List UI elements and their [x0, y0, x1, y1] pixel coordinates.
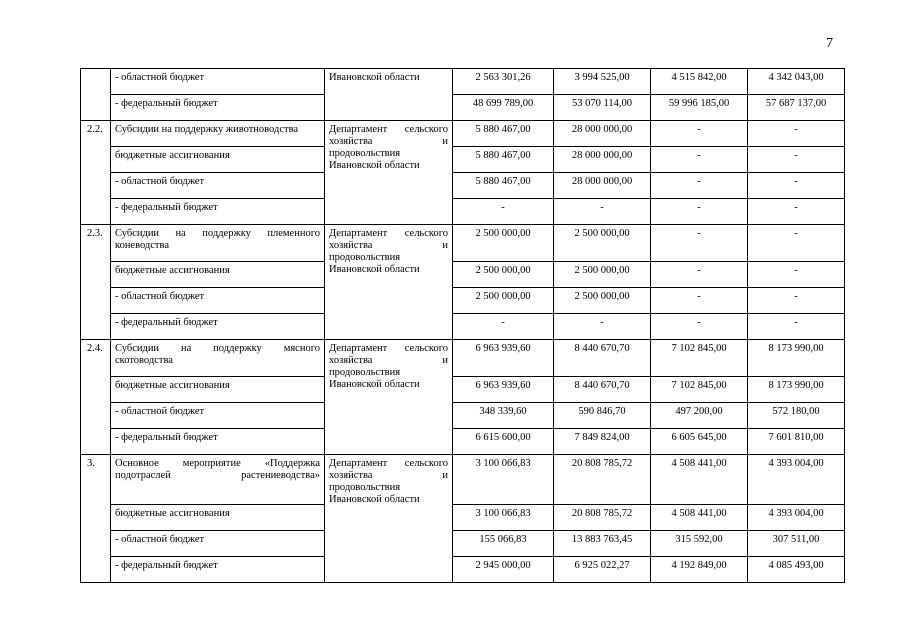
- budget-table: [80, 68, 845, 583]
- row-name: - федеральный бюджет: [111, 429, 325, 455]
- value-cell: 5 880 467,00: [453, 147, 554, 173]
- value-cell: 3 994 525,00: [554, 69, 651, 95]
- value-cell: 4 085 493,00: [748, 557, 845, 583]
- table-row: [81, 429, 845, 455]
- table-row: [81, 531, 845, 557]
- value-cell: -: [651, 199, 748, 225]
- value-cell: 2 945 000,00: [453, 557, 554, 583]
- row-name: - федеральный бюджет: [111, 95, 325, 121]
- value-cell: -: [651, 225, 748, 262]
- value-cell: -: [748, 225, 845, 262]
- value-cell: 8 440 670,70: [554, 340, 651, 377]
- value-cell: 155 066,83: [453, 531, 554, 557]
- value-cell: 20 808 785,72: [554, 455, 651, 505]
- value-cell: 590 846,70: [554, 403, 651, 429]
- row-name: Субсидии на поддержку мясного скотоводства: [111, 340, 325, 377]
- table-row: [81, 199, 845, 225]
- value-cell: -: [748, 199, 845, 225]
- table-row: [81, 455, 845, 505]
- department-cell: Ивановской области: [325, 69, 453, 121]
- value-cell: 6 963 939,60: [453, 340, 554, 377]
- value-cell: 6 925 022,27: [554, 557, 651, 583]
- value-cell: 307 511,00: [748, 531, 845, 557]
- value-cell: 8 440 670,70: [554, 377, 651, 403]
- row-name: Субсидии на поддержку животноводства: [111, 121, 325, 147]
- value-cell: -: [453, 199, 554, 225]
- row-name: - областной бюджет: [111, 288, 325, 314]
- value-cell: 7 102 845,00: [651, 340, 748, 377]
- value-cell: 4 342 043,00: [748, 69, 845, 95]
- value-cell: -: [651, 262, 748, 288]
- table-row: [81, 147, 845, 173]
- value-cell: 7 601 810,00: [748, 429, 845, 455]
- row-name: бюджетные ассигнования: [111, 262, 325, 288]
- value-cell: -: [651, 147, 748, 173]
- value-cell: 2 563 301,26: [453, 69, 554, 95]
- row-name: - областной бюджет: [111, 69, 325, 95]
- value-cell: 6 963 939,60: [453, 377, 554, 403]
- department-cell: Департамент сельского хозяйства и продовольствия Ивановской области: [325, 340, 453, 455]
- value-cell: -: [453, 314, 554, 340]
- value-cell: 8 173 990,00: [748, 377, 845, 403]
- value-cell: -: [748, 288, 845, 314]
- row-number: 2.2.: [81, 121, 111, 225]
- value-cell: -: [748, 173, 845, 199]
- row-name: - областной бюджет: [111, 531, 325, 557]
- table-row: [81, 173, 845, 199]
- table-row: [81, 557, 845, 583]
- value-cell: 13 883 763,45: [554, 531, 651, 557]
- value-cell: -: [554, 314, 651, 340]
- row-name: - областной бюджет: [111, 403, 325, 429]
- value-cell: 2 500 000,00: [554, 288, 651, 314]
- value-cell: 4 393 004,00: [748, 455, 845, 505]
- value-cell: 7 849 824,00: [554, 429, 651, 455]
- row-name: - областной бюджет: [111, 173, 325, 199]
- value-cell: 315 592,00: [651, 531, 748, 557]
- row-name: Основное мероприятие «Поддержка подотраслей растениеводства»: [111, 455, 325, 505]
- value-cell: 28 000 000,00: [554, 147, 651, 173]
- value-cell: 3 100 066,83: [453, 505, 554, 531]
- value-cell: 5 880 467,00: [453, 173, 554, 199]
- department-cell: Департамент сельского хозяйства и продовольствия Ивановской области: [325, 225, 453, 340]
- value-cell: -: [748, 121, 845, 147]
- value-cell: -: [748, 262, 845, 288]
- value-cell: 2 500 000,00: [554, 225, 651, 262]
- value-cell: 59 996 185,00: [651, 95, 748, 121]
- value-cell: -: [554, 199, 651, 225]
- value-cell: -: [748, 147, 845, 173]
- table-row: [81, 403, 845, 429]
- value-cell: 2 500 000,00: [453, 288, 554, 314]
- value-cell: 572 180,00: [748, 403, 845, 429]
- department-cell: Департамент сельского хозяйства и продовольствия Ивановской области: [325, 455, 453, 583]
- value-cell: 57 687 137,00: [748, 95, 845, 121]
- value-cell: 48 699 789,00: [453, 95, 554, 121]
- table-row: [81, 505, 845, 531]
- table-row: [81, 95, 845, 121]
- row-name: - федеральный бюджет: [111, 199, 325, 225]
- value-cell: 4 508 441,00: [651, 505, 748, 531]
- table-row: [81, 225, 845, 262]
- table-row: [81, 262, 845, 288]
- value-cell: 6 615 600,00: [453, 429, 554, 455]
- value-cell: 4 393 004,00: [748, 505, 845, 531]
- value-cell: 5 880 467,00: [453, 121, 554, 147]
- value-cell: 53 070 114,00: [554, 95, 651, 121]
- value-cell: 497 200,00: [651, 403, 748, 429]
- value-cell: -: [651, 288, 748, 314]
- department-cell: Департамент сельского хозяйства и продовольствия Ивановской области: [325, 121, 453, 225]
- page-number: 7: [826, 36, 833, 51]
- row-name: бюджетные ассигнования: [111, 505, 325, 531]
- value-cell: 20 808 785,72: [554, 505, 651, 531]
- value-cell: 4 515 842,00: [651, 69, 748, 95]
- row-name: бюджетные ассигнования: [111, 147, 325, 173]
- value-cell: 2 500 000,00: [453, 262, 554, 288]
- value-cell: 28 000 000,00: [554, 121, 651, 147]
- value-cell: 2 500 000,00: [554, 262, 651, 288]
- value-cell: -: [651, 173, 748, 199]
- value-cell: 28 000 000,00: [554, 173, 651, 199]
- value-cell: 2 500 000,00: [453, 225, 554, 262]
- value-cell: 4 508 441,00: [651, 455, 748, 505]
- value-cell: 348 339,60: [453, 403, 554, 429]
- table-row: [81, 69, 845, 95]
- table-row: [81, 288, 845, 314]
- value-cell: -: [651, 121, 748, 147]
- table-row: [81, 314, 845, 340]
- value-cell: 6 605 645,00: [651, 429, 748, 455]
- row-number: 3.: [81, 455, 111, 583]
- value-cell: 7 102 845,00: [651, 377, 748, 403]
- value-cell: -: [748, 314, 845, 340]
- table-row: [81, 340, 845, 377]
- value-cell: 3 100 066,83: [453, 455, 554, 505]
- row-number: 2.4.: [81, 340, 111, 455]
- row-name: Субсидии на поддержку племенного коневодства: [111, 225, 325, 262]
- row-name: - федеральный бюджет: [111, 557, 325, 583]
- row-number: [81, 69, 111, 121]
- table-row: [81, 377, 845, 403]
- row-number: 2.3.: [81, 225, 111, 340]
- value-cell: -: [651, 314, 748, 340]
- value-cell: 4 192 849,00: [651, 557, 748, 583]
- table-row: [81, 121, 845, 147]
- value-cell: 8 173 990,00: [748, 340, 845, 377]
- row-name: бюджетные ассигнования: [111, 377, 325, 403]
- row-name: - федеральный бюджет: [111, 314, 325, 340]
